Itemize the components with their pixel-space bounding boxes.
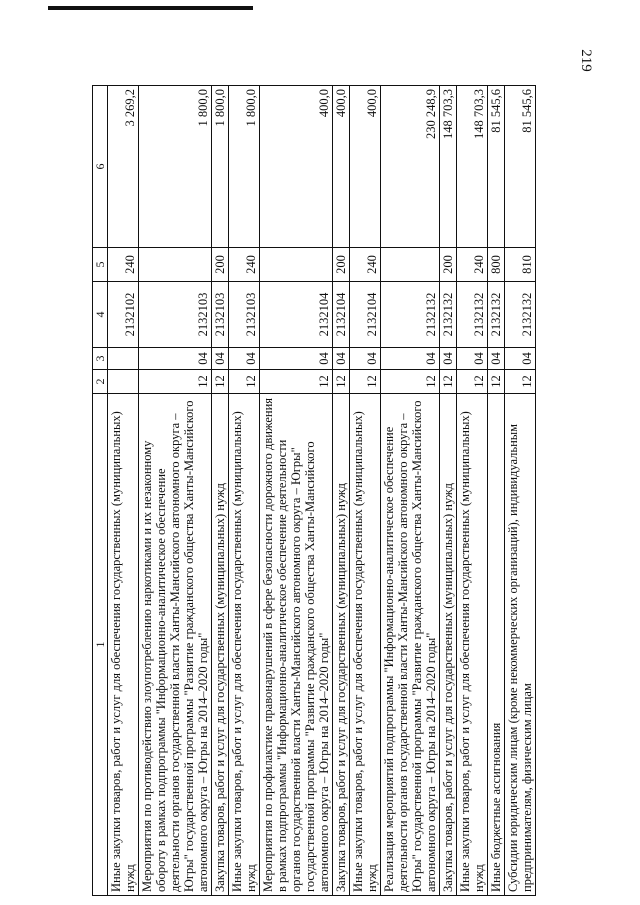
rotated-table-container (92, 86, 532, 896)
row-name-cell: Закупка товаров, работ и услуг для государственных (муниципальных) нужд (440, 394, 457, 896)
row-target-article-cell: 2132132 (505, 282, 536, 348)
row-section-cell (108, 370, 139, 394)
row-subsection-cell: 04 (260, 348, 333, 370)
row-amount-cell: 400,0 (350, 86, 381, 248)
header-cell: 2 (93, 370, 108, 394)
table-row (381, 86, 440, 896)
row-expense-type-cell (139, 248, 212, 282)
row-expense-type-cell: 240 (350, 248, 381, 282)
row-target-article-cell: 2132103 (139, 282, 212, 348)
row-expense-type-cell: 810 (505, 248, 536, 282)
table-body (108, 86, 536, 896)
table-row (108, 86, 139, 896)
top-rule (48, 6, 253, 10)
row-amount-cell: 1 800,0 (212, 86, 229, 248)
row-subsection-cell: 04 (229, 348, 260, 370)
row-subsection-cell: 04 (381, 348, 440, 370)
row-subsection-cell: 04 (333, 348, 350, 370)
row-name-cell: Закупка товаров, работ и услуг для государственных (муниципальных) нужд (333, 394, 350, 896)
row-amount-cell: 148 703,3 (457, 86, 488, 248)
row-expense-type-cell: 800 (488, 248, 505, 282)
header-cell: 6 (93, 86, 108, 248)
row-subsection-cell: 04 (488, 348, 505, 370)
row-name-cell: Мероприятия по профилактике правонарушений в сфере безопасности дорожного движения в рамках подпрограммы "Информационно-аналитическое обеспечение деятельности органов государственной власти Ханты-Мансийского автономного округа – Югры" государственной программы "Развитие гражданского общества Ханты-Мансийского автономного округа – Югры на 2014–2020 годы" (260, 394, 333, 896)
header-cell: 5 (93, 248, 108, 282)
row-name-cell: Иные закупки товаров, работ и услуг для обеспечения государственных (муниципальных) нужд (229, 394, 260, 896)
row-section-cell: 12 (440, 370, 457, 394)
row-name-cell: Иные закупки товаров, работ и услуг для обеспечения государственных (муниципальных) нужд (457, 394, 488, 896)
row-amount-cell: 1 800,0 (229, 86, 260, 248)
header-cell: 1 (93, 394, 108, 896)
row-name-cell: Иные бюджетные ассигнования (488, 394, 505, 896)
row-section-cell: 12 (505, 370, 536, 394)
header-cell: 4 (93, 282, 108, 348)
table-row (440, 86, 457, 896)
row-amount-cell: 3 269,2 (108, 86, 139, 248)
table-row (457, 86, 488, 896)
row-target-article-cell: 2132132 (440, 282, 457, 348)
row-amount-cell: 400,0 (333, 86, 350, 248)
row-section-cell: 12 (457, 370, 488, 394)
row-subsection-cell: 04 (139, 348, 212, 370)
row-subsection-cell: 04 (212, 348, 229, 370)
row-section-cell: 12 (350, 370, 381, 394)
row-name-cell: Реализация мероприятий подпрограммы "Информационно-аналитическое обеспечение деятельности органов государственной власти Ханты-Мансийского автономного округа – Югры" государственной программы "Развитие гражданского общества Ханты-Мансийского автономного округа – Югры на 2014–2020 годы" (381, 394, 440, 896)
table-viewport (92, 86, 532, 896)
row-expense-type-cell: 200 (212, 248, 229, 282)
header-row (93, 86, 108, 896)
table-row (229, 86, 260, 896)
row-name-cell: Мероприятия по противодействию злоупотреблению наркотиками и их незаконному обороту в рамках подпрограммы "Информационно-аналитическое обеспечение деятельности органов государственной власти Ханты-Мансийского автономного округа – Югры" государственной программы "Развитие гражданского общества Ханты-Мансийского автономного округа – Югры на 2014–2020 годы" (139, 394, 212, 896)
row-section-cell: 12 (212, 370, 229, 394)
table-row (333, 86, 350, 896)
table-row (139, 86, 212, 896)
table-row (488, 86, 505, 896)
row-section-cell: 12 (229, 370, 260, 394)
row-target-article-cell: 2132132 (488, 282, 505, 348)
row-expense-type-cell: 240 (229, 248, 260, 282)
row-amount-cell: 148 703,3 (440, 86, 457, 248)
row-subsection-cell (108, 348, 139, 370)
row-amount-cell: 81 545,6 (505, 86, 536, 248)
row-target-article-cell: 2132104 (350, 282, 381, 348)
row-expense-type-cell: 200 (333, 248, 350, 282)
row-section-cell: 12 (260, 370, 333, 394)
row-expense-type-cell: 200 (440, 248, 457, 282)
row-name-cell: Иные закупки товаров, работ и услуг для обеспечения государственных (муниципальных) нужд (350, 394, 381, 896)
table-row (350, 86, 381, 896)
row-section-cell: 12 (333, 370, 350, 394)
row-target-article-cell: 2132104 (260, 282, 333, 348)
row-section-cell: 12 (488, 370, 505, 394)
row-name-cell: Иные закупки товаров, работ и услуг для обеспечения государственных (муниципальных) нужд (108, 394, 139, 896)
row-expense-type-cell (381, 248, 440, 282)
row-target-article-cell: 2132132 (457, 282, 488, 348)
row-subsection-cell: 04 (505, 348, 536, 370)
row-name-cell: Субсидии юридическим лицам (кроме некоммерческих организаций), индивидуальным предпринимателям, физическим лицам (505, 394, 536, 896)
page-number: 219 (577, 49, 594, 72)
row-target-article-cell: 2132103 (229, 282, 260, 348)
row-amount-cell: 230 248,9 (381, 86, 440, 248)
row-subsection-cell: 04 (350, 348, 381, 370)
row-subsection-cell: 04 (457, 348, 488, 370)
row-amount-cell: 1 800,0 (139, 86, 212, 248)
row-amount-cell: 400,0 (260, 86, 333, 248)
table-row (212, 86, 229, 896)
row-target-article-cell: 2132102 (108, 282, 139, 348)
header-cell: 3 (93, 348, 108, 370)
table-row (260, 86, 333, 896)
row-section-cell: 12 (139, 370, 212, 394)
row-section-cell: 12 (381, 370, 440, 394)
row-name-cell: Закупка товаров, работ и услуг для государственных (муниципальных) нужд (212, 394, 229, 896)
row-subsection-cell: 04 (440, 348, 457, 370)
row-expense-type-cell: 240 (457, 248, 488, 282)
row-target-article-cell: 2132104 (333, 282, 350, 348)
row-expense-type-cell (260, 248, 333, 282)
budget-table (92, 85, 536, 896)
row-target-article-cell: 2132132 (381, 282, 440, 348)
row-expense-type-cell: 240 (108, 248, 139, 282)
table-row (505, 86, 536, 896)
row-target-article-cell: 2132103 (212, 282, 229, 348)
row-amount-cell: 81 545,6 (488, 86, 505, 248)
